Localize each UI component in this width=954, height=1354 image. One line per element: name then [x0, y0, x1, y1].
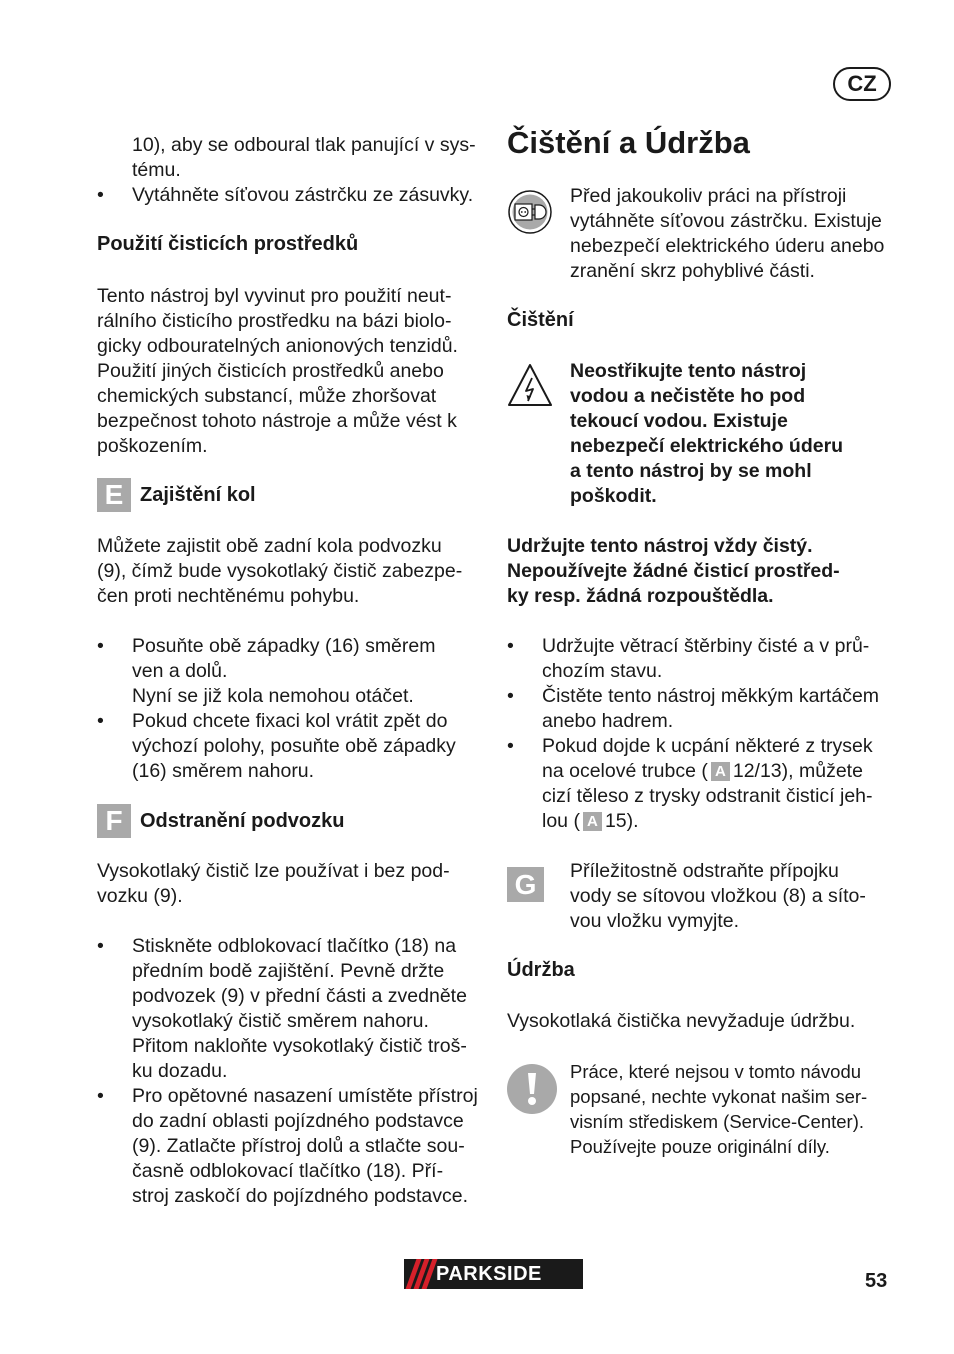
- bullet-icon: •: [97, 635, 104, 657]
- page-number: 53: [865, 1270, 888, 1292]
- figure-g-badge: G: [507, 867, 544, 902]
- wheel-lock-paragraph: Můžete zajistit obě zadní kola podvozku (9), čímž bude vysokotlaký čistič zabezpe- čen proti nechtěnému pohybu.: [97, 535, 463, 607]
- figure-a-ref: A: [583, 812, 602, 831]
- unplug-notice: Před jakoukoliv práci na přístroji vytáhněte síťovou zástrčku. Existuje nebezpečí elektrického úderu anebo zranění skrz pohyblivé části.: [570, 185, 885, 282]
- list-item: • Udržujte větrací štěrbiny čisté a v prů- chozím stavu.: [507, 635, 870, 682]
- section-heading-chassis-removal: Odstranění podvozku: [140, 810, 345, 832]
- list-item: • Čistěte tento nástroj měkkým kartáčem anebo hadrem.: [507, 685, 880, 732]
- bullet-icon: •: [507, 735, 514, 757]
- page-title: Čištění a Údržba: [507, 125, 750, 160]
- cleaning-agents-paragraph: Tento nástroj byl vyvinut pro použití neut- rálního čisticího prostředku na bázi biolo- gicky odbouratelných anionových tenzidů. Použití jiných čisticích prostředků anebo chemických substancí, může zhoršovat bezpečnost tohoto nástroje a může vést k poškozením.: [97, 285, 458, 457]
- continued-text: 10), aby se odboural tlak panující v sys- tému.: [132, 134, 476, 181]
- electric-hazard-icon: [507, 362, 553, 408]
- keep-clean-notice: Udržujte tento nástroj vždy čistý. Nepoužívejte žádné čisticí prostřed- ky resp. žádná rozpouštědla.: [507, 535, 840, 607]
- list-item: • Pokud chcete fixaci kol vrátit zpět do výchozí polohy, posuňte obě západky (16) směrem nahoru.: [97, 710, 456, 782]
- list-item: • Stiskněte odblokovací tlačítko (18) na předním bodě zajištění. Pevně držte podvozek (9) v přední části a zvedněte vysokotlaký čistič směrem nahoru. Přitom nakloňte vysokotlaký čistič troš- ku dozadu.: [97, 935, 467, 1082]
- bullet-icon: •: [507, 685, 514, 707]
- parkside-logo: PARKSIDE: [404, 1259, 583, 1289]
- bullet-icon: •: [97, 710, 104, 732]
- maintenance-paragraph: Vysokotlaká čistička nevyžaduje údržbu.: [507, 1010, 856, 1032]
- bullet-icon: •: [507, 635, 514, 657]
- bullet-icon: •: [97, 1085, 104, 1107]
- section-heading-wheel-lock: Zajištění kol: [140, 484, 256, 506]
- electric-warning: Neostřikujte tento nástroj vodou a nečistěte ho pod tekoucí vodou. Existuje nebezpečí elektrického úderu a tento nástroj by se mohl poškodit.: [570, 360, 844, 507]
- unplug-icon: [507, 189, 553, 235]
- bullet-icon: •: [97, 935, 104, 957]
- list-item: • Posuňte obě západky (16) směrem ven a dolů. Nyní se již kola nemohou otáčet.: [97, 635, 436, 707]
- figure-a-ref: A: [711, 762, 730, 781]
- figure-e-badge: E: [97, 478, 131, 512]
- service-note: Práce, které nejsou v tomto návodu popsané, nechte vykonat našim ser- visním střediskem (Service-Center). Používejte pouze originální díly.: [570, 1061, 868, 1157]
- logo-stripes-icon: [404, 1259, 436, 1289]
- section-heading-maintenance: Údržba: [507, 959, 575, 981]
- section-heading-cleaning: Čištění: [507, 309, 574, 331]
- chassis-paragraph: Vysokotlaký čistič lze používat i bez pod- vozku (9).: [97, 860, 450, 907]
- list-item: • Pro opětovné nasazení umístěte přístroj do zadní oblasti pojízdného podstavce (9). Zatlačte přístroj dolů a stlačte sou- časně odblokovací tlačítko (18). Pří- stroj zaskočí do pojízdného podstavce.: [97, 1085, 478, 1207]
- bullet-icon: •: [97, 184, 104, 206]
- exclamation-icon: [507, 1064, 557, 1114]
- language-badge: CZ: [833, 67, 891, 101]
- water-filter-notice: Příležitostně odstraňte přípojku vody se sítovou vložkou (8) a síto- vou vložku vymyjte.: [570, 860, 866, 932]
- list-item: • Pokud dojde k ucpání některé z trysek na ocelové trubce ( A 12/13), můžete cizí těleso z trysky odstranit čisticí jeh- lou ( A 15).: [507, 735, 873, 832]
- figure-f-badge: F: [97, 804, 131, 838]
- list-item: • Vytáhněte síťovou zástrčku ze zásuvky.: [97, 184, 474, 206]
- section-heading-cleaning-agents: Použití čisticích prostředků: [97, 233, 359, 255]
